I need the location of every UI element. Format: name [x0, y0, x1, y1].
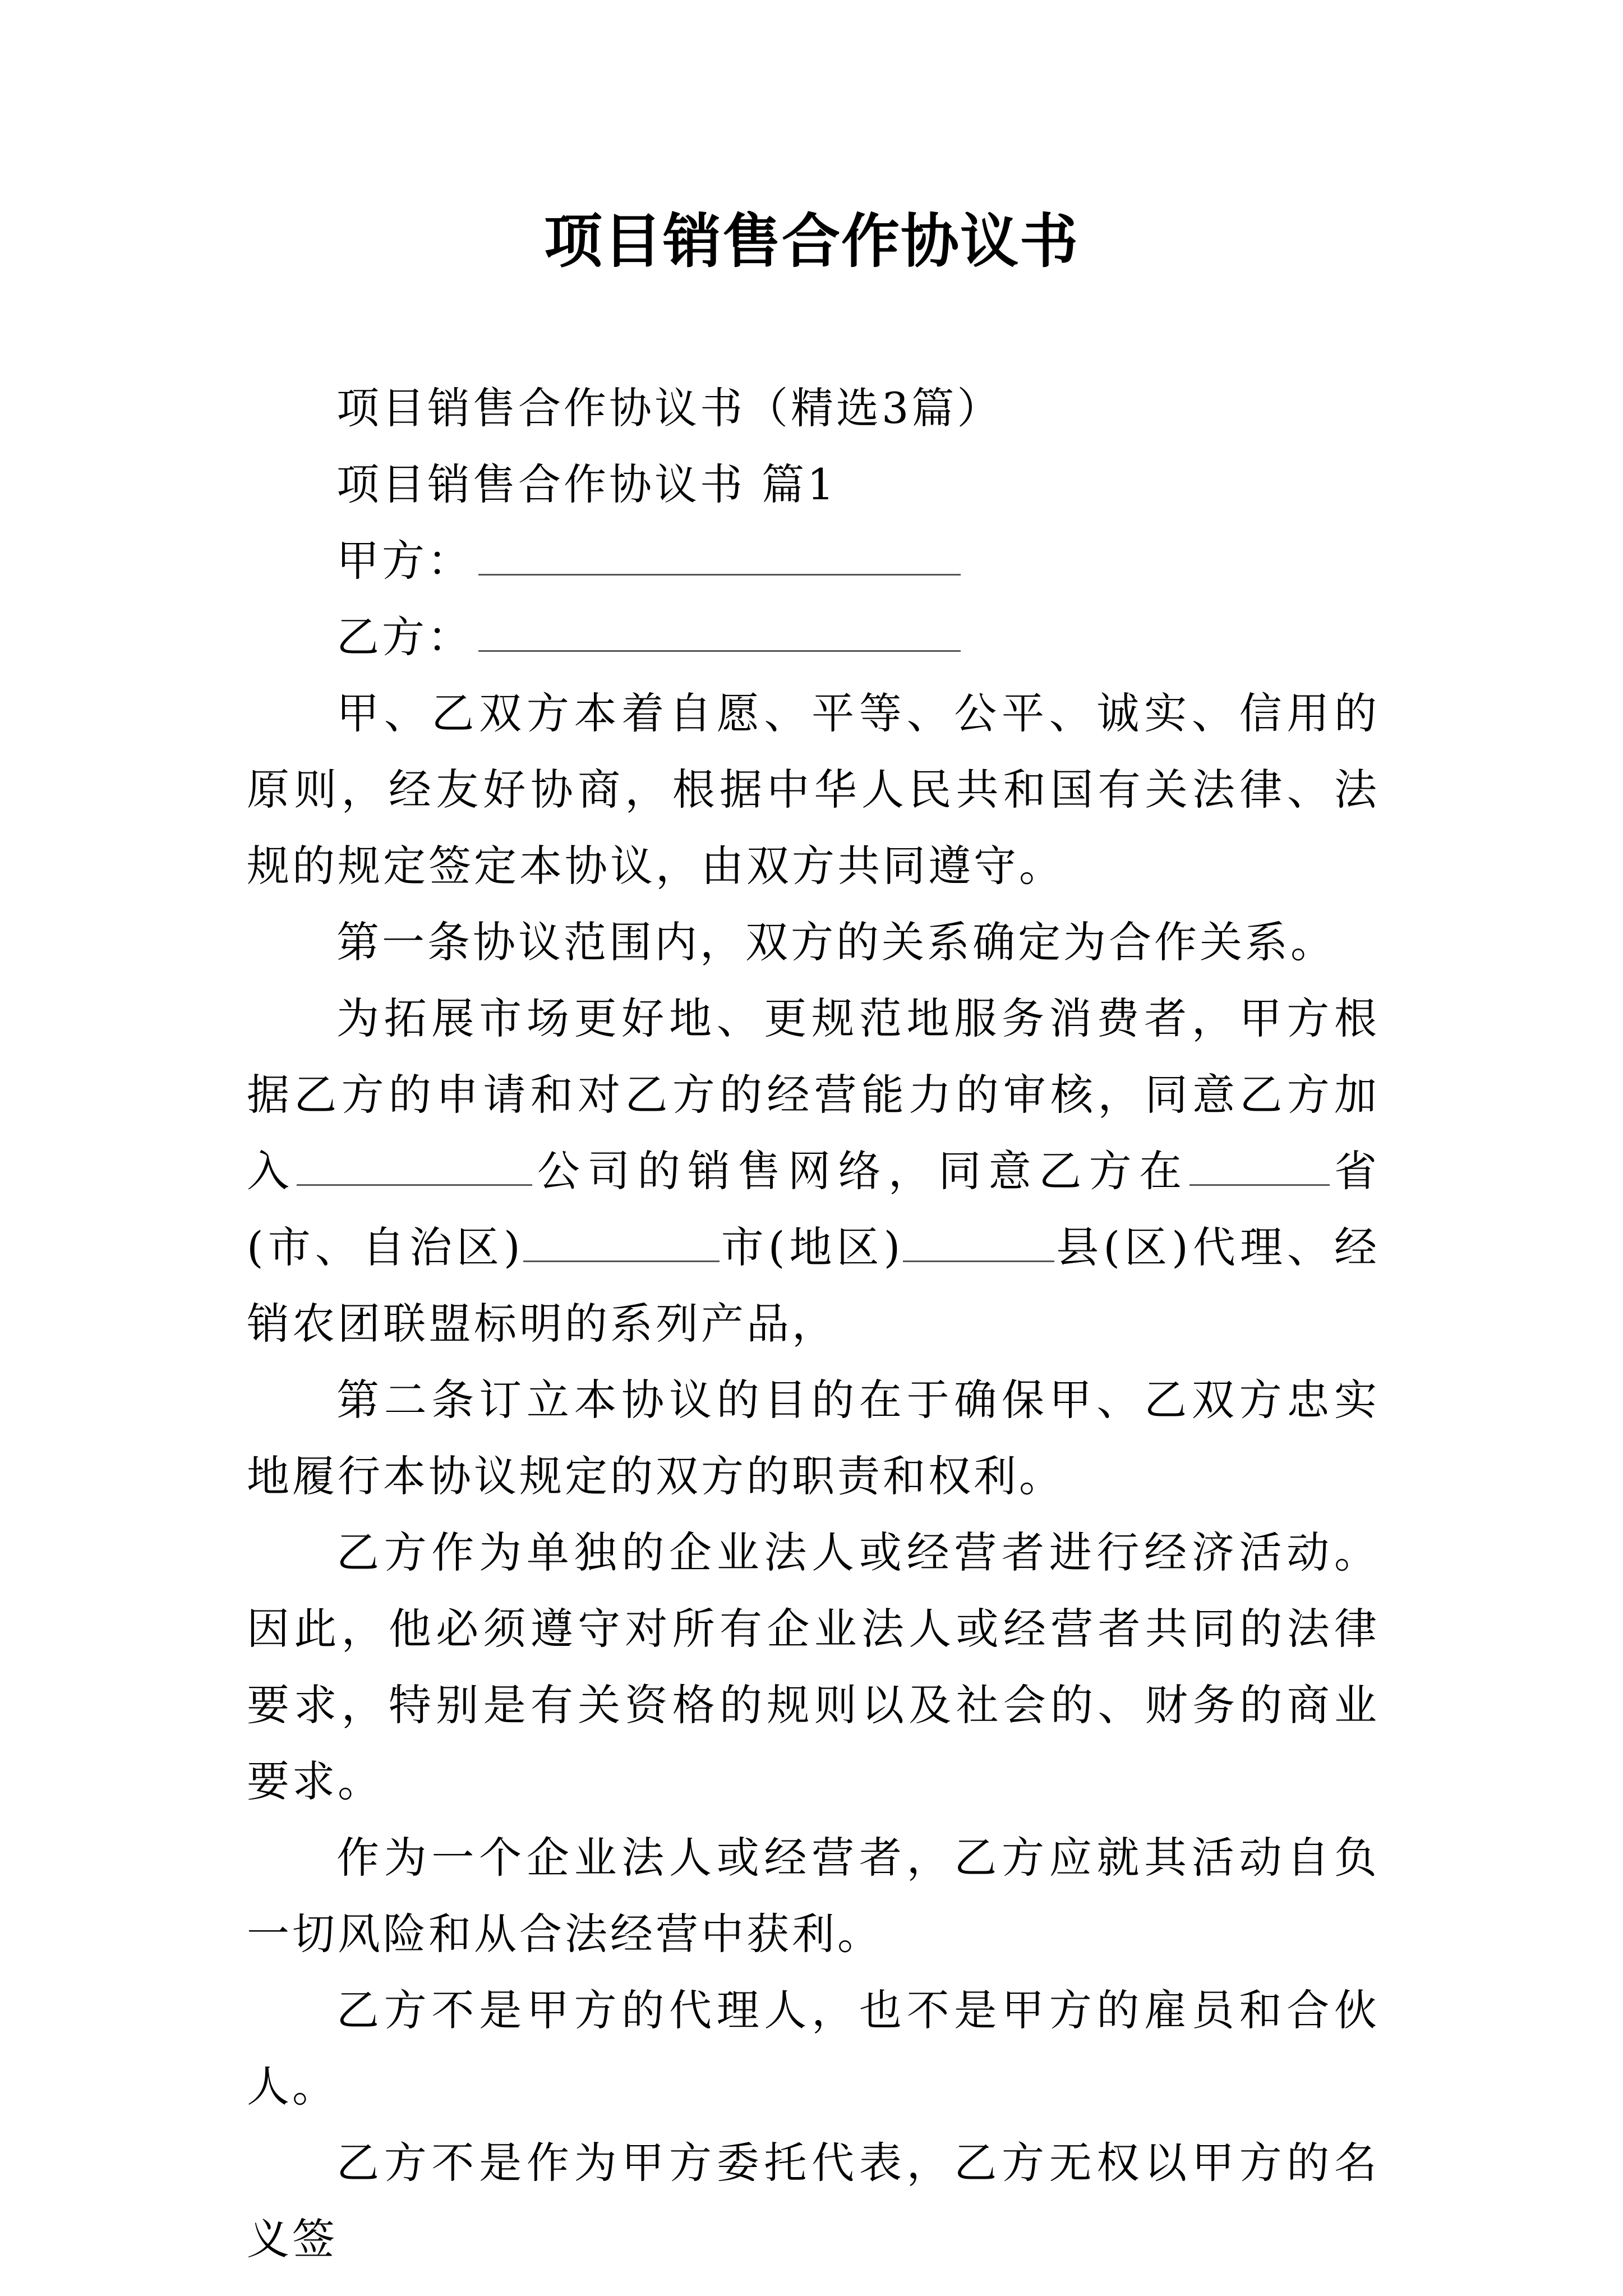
article-2-paragraph: 第二条订立本协议的目的在于确保甲、乙双方忠实地履行本协议规定的双方的职责和权利。 [247, 1375, 1380, 1501]
article-1-paragraph: 第一条协议范围内，双方的关系确定为合作关系。 [336, 917, 1336, 967]
not-agent-paragraph: 乙方不是甲方的代理人，也不是甲方的雇员和合伙人。 [247, 1985, 1380, 2111]
party-a-blank [478, 540, 961, 576]
city-blank [523, 1227, 720, 1262]
network-text-3: 省(市、自治区) [247, 1146, 1380, 1272]
subtitle-line: 项目销售合作协议书（精选3篇） [336, 383, 1003, 433]
network-text-2: 公司的销售网络，同意乙方在 [532, 1146, 1189, 1196]
network-text-4: 市(地区) [719, 1222, 903, 1272]
document-body [247, 370, 1380, 2277]
intro-paragraph: 甲、乙双方本着自愿、平等、公平、诚实、信用的原则，经友好协商，根据中华人民共和国有关法律、法规的规定签定本协议，由双方共同遵守。 [247, 688, 1380, 891]
not-representative-paragraph: 乙方不是作为甲方委托代表，乙方无权以甲方的名义签 [247, 2138, 1380, 2264]
independent-entity-paragraph: 乙方作为单独的企业法人或经营者进行经济活动。因此，他必须遵守对所有企业法人或经营者共同的法律要求，特别是有关资格的规则以及社会的、财务的商业要求。 [247, 1527, 1380, 1806]
company-blank [297, 1151, 532, 1186]
network-text-5: 县(区)代理、经销农团联盟标明的系列产品， [247, 1222, 1380, 1349]
sales-network-paragraph [247, 981, 1380, 1362]
province-blank [1189, 1151, 1330, 1186]
party-b-label: 乙方： [336, 612, 473, 662]
document-title: 项目销售合作协议书 [543, 206, 1079, 275]
county-blank [903, 1227, 1054, 1262]
party-a-label: 甲方： [336, 536, 473, 586]
party-b-line [247, 599, 1380, 675]
section-heading: 项目销售合作协议书 篇1 [336, 459, 837, 509]
risk-paragraph: 作为一个企业法人或经营者，乙方应就其活动自负一切风险和从合法经营中获利。 [247, 1833, 1380, 1959]
party-b-blank [478, 616, 961, 652]
network-text-1: 为拓展市场更好地、更规范地服务消费者，甲方根据乙方的申请和对乙方的经营能力的审核，同意乙方加入 [247, 993, 1380, 1196]
party-a-line [247, 523, 1380, 599]
